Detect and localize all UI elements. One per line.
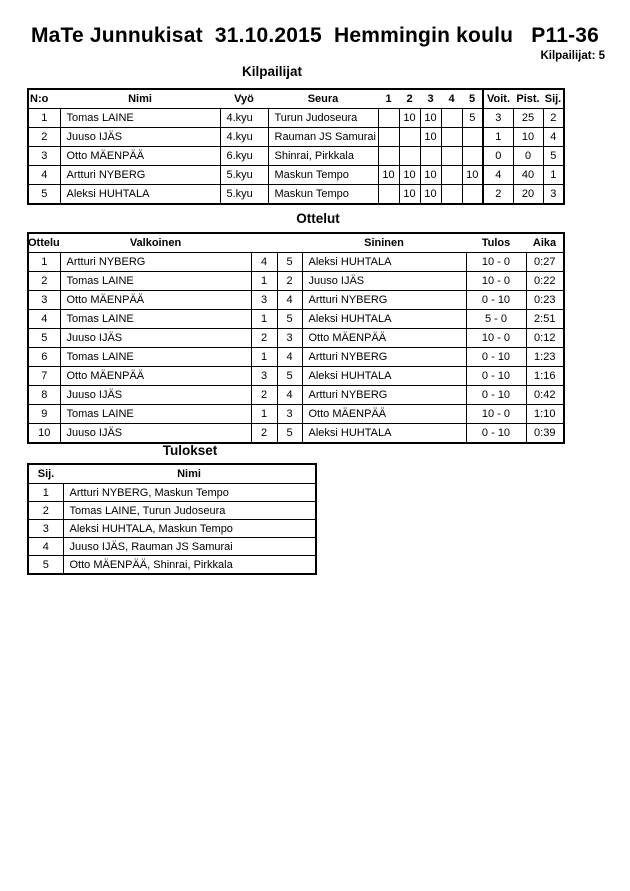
table-row	[28, 520, 316, 538]
table-row	[28, 291, 564, 310]
cell-blue-no: 4	[277, 291, 302, 310]
cell-score-3: 10	[420, 185, 441, 205]
cell-score-4	[441, 128, 462, 147]
cell-white-no: 2	[251, 424, 277, 444]
cell-white-name: Artturi NYBERG	[60, 253, 251, 272]
cell-score-1	[378, 185, 399, 205]
cell-blue-no: 2	[277, 272, 302, 291]
column-header-no: N:o	[28, 89, 60, 109]
cell-seura: Rauman JS Samurai	[268, 128, 378, 147]
cell-blue-no: 4	[277, 348, 302, 367]
cell-nimi: Aleksi HUHTALA	[60, 185, 220, 205]
cell-white-no: 1	[251, 272, 277, 291]
cell-score-5: 5	[462, 109, 483, 128]
cell-match-no: 10	[28, 424, 60, 444]
table-row	[28, 386, 564, 405]
cell-voit: 3	[483, 109, 513, 128]
cell-sij: 1	[28, 484, 63, 502]
table-row	[28, 166, 564, 185]
cell-white-no: 4	[251, 253, 277, 272]
cell-aika: 0:27	[526, 253, 564, 272]
cell-pist: 25	[513, 109, 543, 128]
cell-sij: 4	[28, 538, 63, 556]
cell-nimi: Otto MÄENPÄÄ	[60, 147, 220, 166]
cell-nimi: Artturi NYBERG	[60, 166, 220, 185]
table-row	[28, 424, 564, 444]
cell-aika: 1:23	[526, 348, 564, 367]
table-header-row	[28, 464, 316, 484]
cell-blue-name: Aleksi HUHTALA	[302, 310, 466, 329]
cell-score-5: 10	[462, 166, 483, 185]
cell-tulos: 0 - 10	[466, 348, 526, 367]
cell-sij: 2	[28, 502, 63, 520]
table-row	[28, 484, 316, 502]
cell-blue-name: Juuso IJÄS	[302, 272, 466, 291]
cell-score-5	[462, 128, 483, 147]
cell-sij: 3	[543, 185, 564, 205]
section-heading-kilpailijat: Kilpailijat	[241, 64, 303, 79]
cell-match-no: 9	[28, 405, 60, 424]
cell-white-no: 2	[251, 329, 277, 348]
competitors-table	[27, 88, 565, 205]
cell-nimi: Juuso IJÄS	[60, 128, 220, 147]
matches-table	[27, 232, 565, 444]
cell-match-no: 6	[28, 348, 60, 367]
cell-score-4	[441, 166, 462, 185]
cell-white-no: 1	[251, 310, 277, 329]
cell-score-2: 10	[399, 185, 420, 205]
table-row	[28, 329, 564, 348]
table-header-row	[28, 233, 564, 253]
cell-no: 5	[28, 185, 60, 205]
cell-aika: 1:16	[526, 367, 564, 386]
cell-blue-name: Aleksi HUHTALA	[302, 253, 466, 272]
column-header-sij: Sij.	[543, 89, 564, 109]
cell-aika: 2:51	[526, 310, 564, 329]
cell-blue-no: 4	[277, 386, 302, 405]
cell-white-no: 1	[251, 405, 277, 424]
cell-voit: 1	[483, 128, 513, 147]
cell-pist: 40	[513, 166, 543, 185]
column-header-sininen: Sininen	[302, 233, 466, 253]
cell-sij: 5	[28, 556, 63, 575]
cell-white-name: Tomas LAINE	[60, 272, 251, 291]
cell-aika: 0:12	[526, 329, 564, 348]
column-header-vyo: Vyö	[220, 89, 268, 109]
cell-blue-name: Aleksi HUHTALA	[302, 367, 466, 386]
cell-match-no: 7	[28, 367, 60, 386]
cell-score-3: 10	[420, 109, 441, 128]
column-header-sij: Sij.	[28, 464, 63, 484]
cell-tulos: 0 - 10	[466, 386, 526, 405]
column-header-round-2: 2	[399, 89, 420, 109]
column-header-ottelu-label: Ottelu	[28, 237, 60, 249]
cell-aika: 0:23	[526, 291, 564, 310]
cell-match-no: 2	[28, 272, 60, 291]
cell-blue-no: 3	[277, 329, 302, 348]
column-header-round-5: 5	[462, 89, 483, 109]
cell-pist: 0	[513, 147, 543, 166]
cell-vyo: 5.kyu	[220, 185, 268, 205]
cell-score-1	[378, 147, 399, 166]
cell-sij: 4	[543, 128, 564, 147]
cell-score-3: 10	[420, 128, 441, 147]
section-heading-ottelut: Ottelut	[296, 211, 340, 226]
cell-tulos: 0 - 10	[466, 424, 526, 444]
table-row	[28, 109, 564, 128]
cell-seura: Maskun Tempo	[268, 185, 378, 205]
cell-tulos: 10 - 0	[466, 405, 526, 424]
column-header-round-3: 3	[420, 89, 441, 109]
cell-blue-name: Artturi NYBERG	[302, 386, 466, 405]
column-header-aika: Aika	[526, 233, 564, 253]
cell-white-no: 3	[251, 291, 277, 310]
column-header-white-no	[251, 233, 277, 253]
cell-aika: 1:10	[526, 405, 564, 424]
cell-blue-no: 5	[277, 367, 302, 386]
cell-match-no: 3	[28, 291, 60, 310]
table-row	[28, 310, 564, 329]
cell-aika: 0:39	[526, 424, 564, 444]
cell-white-name: Otto MÄENPÄÄ	[60, 291, 251, 310]
table-row	[28, 128, 564, 147]
cell-aika: 0:42	[526, 386, 564, 405]
cell-match-no: 5	[28, 329, 60, 348]
cell-pist: 20	[513, 185, 543, 205]
cell-score-2: 10	[399, 166, 420, 185]
table-row	[28, 367, 564, 386]
cell-tulos: 5 - 0	[466, 310, 526, 329]
cell-match-no: 4	[28, 310, 60, 329]
section-heading-tulokset: Tulokset	[162, 443, 218, 458]
cell-score-2	[399, 147, 420, 166]
cell-tulos: 10 - 0	[466, 272, 526, 291]
participants-count: Kilpailijat: 5	[540, 50, 605, 62]
cell-sij: 3	[28, 520, 63, 538]
cell-score-1: 10	[378, 166, 399, 185]
cell-blue-no: 5	[277, 310, 302, 329]
cell-score-4	[441, 147, 462, 166]
column-header-blue-no	[277, 233, 302, 253]
cell-blue-no: 3	[277, 405, 302, 424]
cell-score-2	[399, 128, 420, 147]
column-header-nimi: Nimi	[63, 464, 316, 484]
cell-nimi: Artturi NYBERG, Maskun Tempo	[63, 484, 316, 502]
cell-vyo: 5.kyu	[220, 166, 268, 185]
column-header-nimi: Nimi	[60, 89, 220, 109]
table-row	[28, 502, 316, 520]
cell-blue-name: Artturi NYBERG	[302, 291, 466, 310]
cell-tulos: 10 - 0	[466, 253, 526, 272]
cell-white-name: Otto MÄENPÄÄ	[60, 367, 251, 386]
cell-blue-no: 5	[277, 253, 302, 272]
cell-vyo: 4.kyu	[220, 128, 268, 147]
cell-white-no: 3	[251, 367, 277, 386]
cell-vyo: 4.kyu	[220, 109, 268, 128]
cell-score-3	[420, 147, 441, 166]
cell-score-1	[378, 109, 399, 128]
cell-voit: 4	[483, 166, 513, 185]
cell-voit: 2	[483, 185, 513, 205]
cell-match-no: 1	[28, 253, 60, 272]
column-header-voit: Voit.	[483, 89, 513, 109]
page-title: MaTe Junnukisat 31.10.2015 Hemmingin koulu P11-36	[30, 24, 600, 47]
cell-tulos: 10 - 0	[466, 329, 526, 348]
cell-score-2: 10	[399, 109, 420, 128]
cell-blue-name: Aleksi HUHTALA	[302, 424, 466, 444]
cell-no: 2	[28, 128, 60, 147]
cell-nimi: Tomas LAINE, Turun Judoseura	[63, 502, 316, 520]
cell-sij: 5	[543, 147, 564, 166]
cell-blue-name: Otto MÄENPÄÄ	[302, 405, 466, 424]
table-row	[28, 405, 564, 424]
cell-score-5	[462, 185, 483, 205]
column-header-tulos: Tulos	[466, 233, 526, 253]
cell-score-4	[441, 109, 462, 128]
cell-seura: Maskun Tempo	[268, 166, 378, 185]
column-header-ottelu	[28, 233, 60, 253]
cell-aika: 0:22	[526, 272, 564, 291]
column-header-round-1: 1	[378, 89, 399, 109]
column-header-valkoinen: Valkoinen	[60, 233, 251, 253]
cell-score-5	[462, 147, 483, 166]
table-row	[28, 147, 564, 166]
table-header-row	[28, 89, 564, 109]
cell-white-name: Juuso IJÄS	[60, 424, 251, 444]
table-row	[28, 538, 316, 556]
cell-match-no: 8	[28, 386, 60, 405]
cell-seura: Turun Judoseura	[268, 109, 378, 128]
cell-nimi: Otto MÄENPÄÄ, Shinrai, Pirkkala	[63, 556, 316, 575]
cell-nimi: Juuso IJÄS, Rauman JS Samurai	[63, 538, 316, 556]
results-table	[27, 463, 317, 575]
cell-tulos: 0 - 10	[466, 367, 526, 386]
cell-score-3: 10	[420, 166, 441, 185]
cell-no: 4	[28, 166, 60, 185]
cell-white-name: Tomas LAINE	[60, 310, 251, 329]
table-row	[28, 185, 564, 205]
cell-vyo: 6.kyu	[220, 147, 268, 166]
cell-voit: 0	[483, 147, 513, 166]
cell-pist: 10	[513, 128, 543, 147]
cell-white-no: 1	[251, 348, 277, 367]
cell-sij: 1	[543, 166, 564, 185]
cell-white-name: Tomas LAINE	[60, 405, 251, 424]
cell-white-name: Juuso IJÄS	[60, 386, 251, 405]
cell-white-name: Juuso IJÄS	[60, 329, 251, 348]
table-row	[28, 348, 564, 367]
cell-tulos: 0 - 10	[466, 291, 526, 310]
cell-sij: 2	[543, 109, 564, 128]
column-header-pist: Pist.	[513, 89, 543, 109]
cell-no: 1	[28, 109, 60, 128]
cell-no: 3	[28, 147, 60, 166]
table-row	[28, 272, 564, 291]
cell-nimi: Tomas LAINE	[60, 109, 220, 128]
cell-score-1	[378, 128, 399, 147]
cell-white-name: Tomas LAINE	[60, 348, 251, 367]
cell-white-no: 2	[251, 386, 277, 405]
cell-blue-name: Otto MÄENPÄÄ	[302, 329, 466, 348]
cell-seura: Shinrai, Pirkkala	[268, 147, 378, 166]
cell-blue-name: Artturi NYBERG	[302, 348, 466, 367]
cell-nimi: Aleksi HUHTALA, Maskun Tempo	[63, 520, 316, 538]
column-header-round-4: 4	[441, 89, 462, 109]
table-row	[28, 556, 316, 575]
cell-blue-no: 5	[277, 424, 302, 444]
column-header-seura: Seura	[268, 89, 378, 109]
table-row	[28, 253, 564, 272]
cell-score-4	[441, 185, 462, 205]
